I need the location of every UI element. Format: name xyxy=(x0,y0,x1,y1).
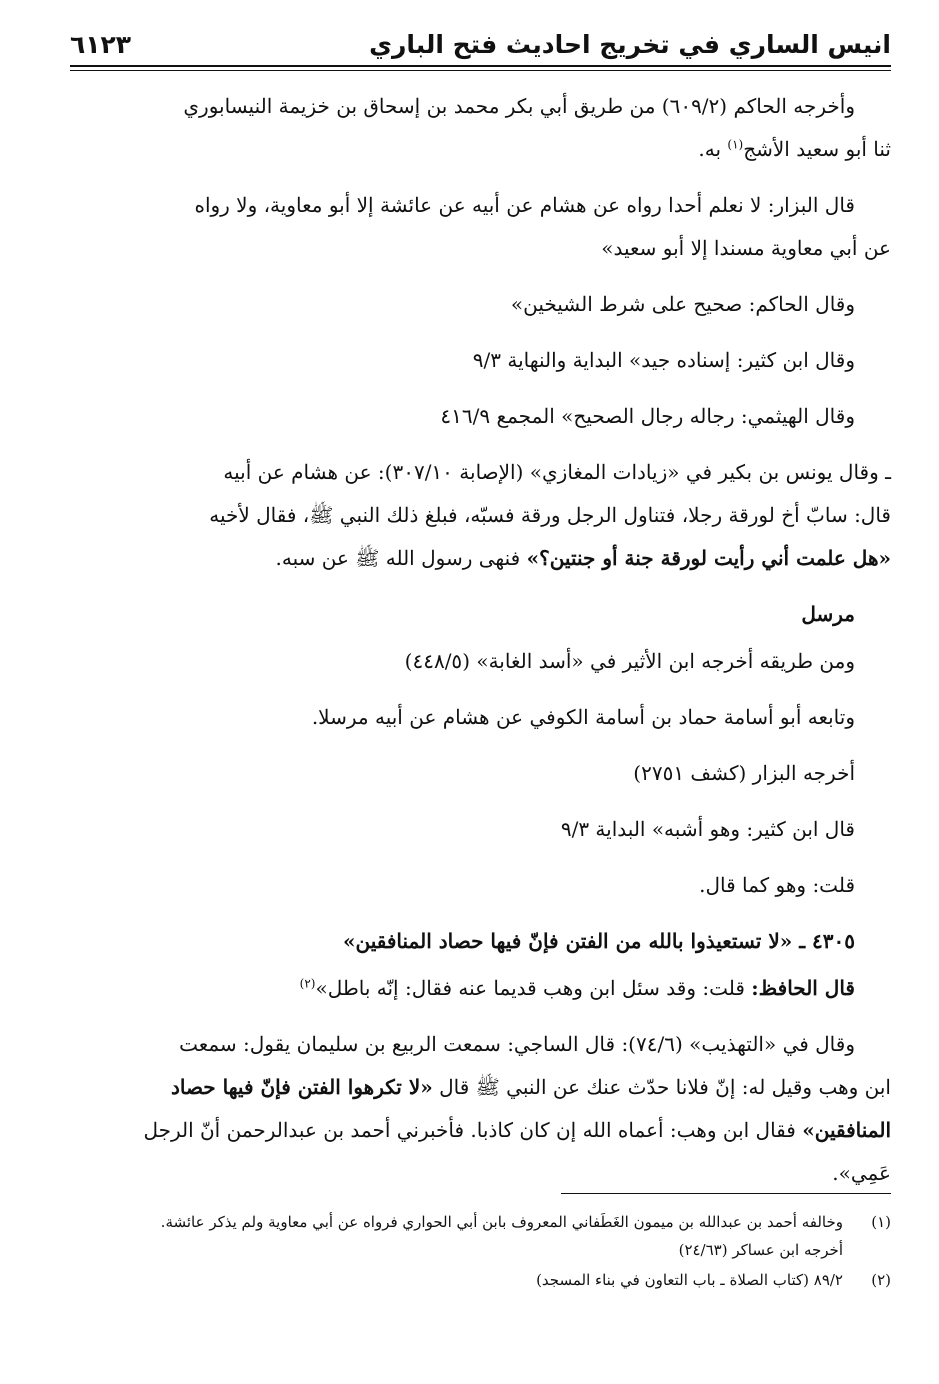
footnote-line: أخرجه ابن عساكر (٢٤/٦٣) xyxy=(678,1241,843,1259)
text-line: ابن وهب وقيل له: إنّ فلانا حدّث عنك عن النبي ﷺ قال xyxy=(432,1075,891,1099)
hadith-heading-text: ٤٣٠٥ ـ «لا تستعيذوا بالله من الفتن فإنّ فيها حصاد المنافقين» xyxy=(342,929,855,953)
paragraph-ibn-athir: ومن طريقه أخرجه ابن الأثير في «أسد الغابة» (٤٤٨/٥) xyxy=(404,649,855,673)
grade-mursal xyxy=(70,593,891,636)
text-line: قال البزار: لا نعلم أحدا رواه عن هشام عن أبيه عن عائشة إلا أبو معاوية، ولا رواه xyxy=(194,193,855,217)
paragraph-abu-usama: وتابعه أبو أسامة حماد بن أسامة الكوفي عن هشام عن أبيه مرسلا. xyxy=(311,705,855,729)
footnote-2 xyxy=(70,1266,891,1294)
book-title: انيس الساري في تخريج احاديث فتح الباري xyxy=(369,30,891,59)
text-line: فقال ابن وهب: أعماه الله إن كان كاذبا. فأخبرني أحمد بن عبدالرحمن أنّ الرجل xyxy=(143,1118,803,1142)
paragraph-bazzar xyxy=(70,184,891,270)
text-line: عَمِي». xyxy=(832,1161,891,1185)
footnote-number: (٢) xyxy=(871,1271,891,1289)
footnote-ref-2[interactable]: (٢) xyxy=(299,976,316,991)
paragraph-bazzar-kashf: أخرجه البزار (كشف ٢٧٥١) xyxy=(633,761,855,785)
hafiz-label: قال الحافظ: xyxy=(751,976,855,1000)
paragraph-qultu: قلت: وهو كما قال. xyxy=(699,873,855,897)
text-line: وقال في «التهذيب» (٧٤/٦): قال الساجي: سمعت الربيع بن سليمان يقول: سمعت xyxy=(179,1032,855,1056)
grade-label: مرسل xyxy=(801,602,855,626)
text-line: وأخرجه الحاكم (٦٠٩/٢) من طريق أبي بكر محمد بن إسحاق بن خزيمة النيسابوري xyxy=(183,94,855,118)
text-line: قلت: وقد سئل ابن وهب قديما عنه فقال: إنّه باطل» xyxy=(315,976,752,1000)
text-line: عن أبي معاوية مسندا إلا أبو سعيد» xyxy=(601,236,891,260)
text-line: ثنا أبو سعيد الأشج xyxy=(743,137,891,161)
text-line: ـ وقال يونس بن بكير في «زيادات المغازي» (الإصابة ٣٠٧/١٠): عن هشام عن أبيه xyxy=(223,460,891,484)
hadith-text: المنافقين» xyxy=(802,1118,891,1142)
text-line: فنهى رسول الله ﷺ عن سبه. xyxy=(275,546,527,570)
header-rule-thin xyxy=(70,70,891,71)
footnotes xyxy=(70,1208,891,1294)
paragraph-hakim: وقال الحاكم: صحيح على شرط الشيخين» xyxy=(510,292,855,316)
hadith-text: «لا تكرهوا الفتن فإنّ فيها حصاد xyxy=(170,1075,433,1099)
footnote-line: وخالفه أحمد بن عبدالله بن ميمون الغَطَفاني المعروف بابن أبي الحواري فرواه عن أبي معاوية ولم يذكر عائشة. xyxy=(160,1213,843,1231)
footnote-1 xyxy=(70,1208,891,1264)
footnote-text: ٨٩/٢ (كتاب الصلاة ـ باب التعاون في بناء المسجد) xyxy=(536,1271,843,1289)
paragraph-ibn-kathir-2: قال ابن كثير: وهو أشبه» البداية ٩/٣ xyxy=(560,817,855,841)
paragraph-haythami: وقال الهيثمي: رجاله رجال الصحيح» المجمع ٤١٦/٩ xyxy=(440,404,855,428)
header-rule xyxy=(70,65,891,67)
paragraph-tahdhib xyxy=(70,1023,891,1195)
footnote-text xyxy=(70,1208,843,1264)
main-text xyxy=(70,85,891,1195)
running-header xyxy=(70,30,891,63)
paragraph-ibn-kathir: وقال ابن كثير: إسناده جيد» البداية والنهاية ٩/٣ xyxy=(472,348,855,372)
paragraph-hafiz xyxy=(70,967,891,1010)
page-number: ٦١٢٣ xyxy=(70,30,132,59)
page xyxy=(70,30,891,1195)
footnote-number: (١) xyxy=(871,1213,891,1231)
footnote-separator xyxy=(561,1193,891,1194)
hadith-heading-4305 xyxy=(70,920,891,963)
text-line: قال: سابّ أخ لورقة رجلا، فتناول الرجل ورقة فسبّه، فبلغ ذلك النبي ﷺ، فقال لأخيه xyxy=(209,503,891,527)
paragraph-yunus xyxy=(70,451,891,580)
hadith-text: «هل علمت أني رأيت لورقة جنة أو جنتين؟» xyxy=(526,546,891,570)
paragraph-hakim-takhrij xyxy=(70,85,891,171)
text-line: به. xyxy=(698,137,728,161)
footnote-ref-1[interactable]: (١) xyxy=(727,137,744,152)
